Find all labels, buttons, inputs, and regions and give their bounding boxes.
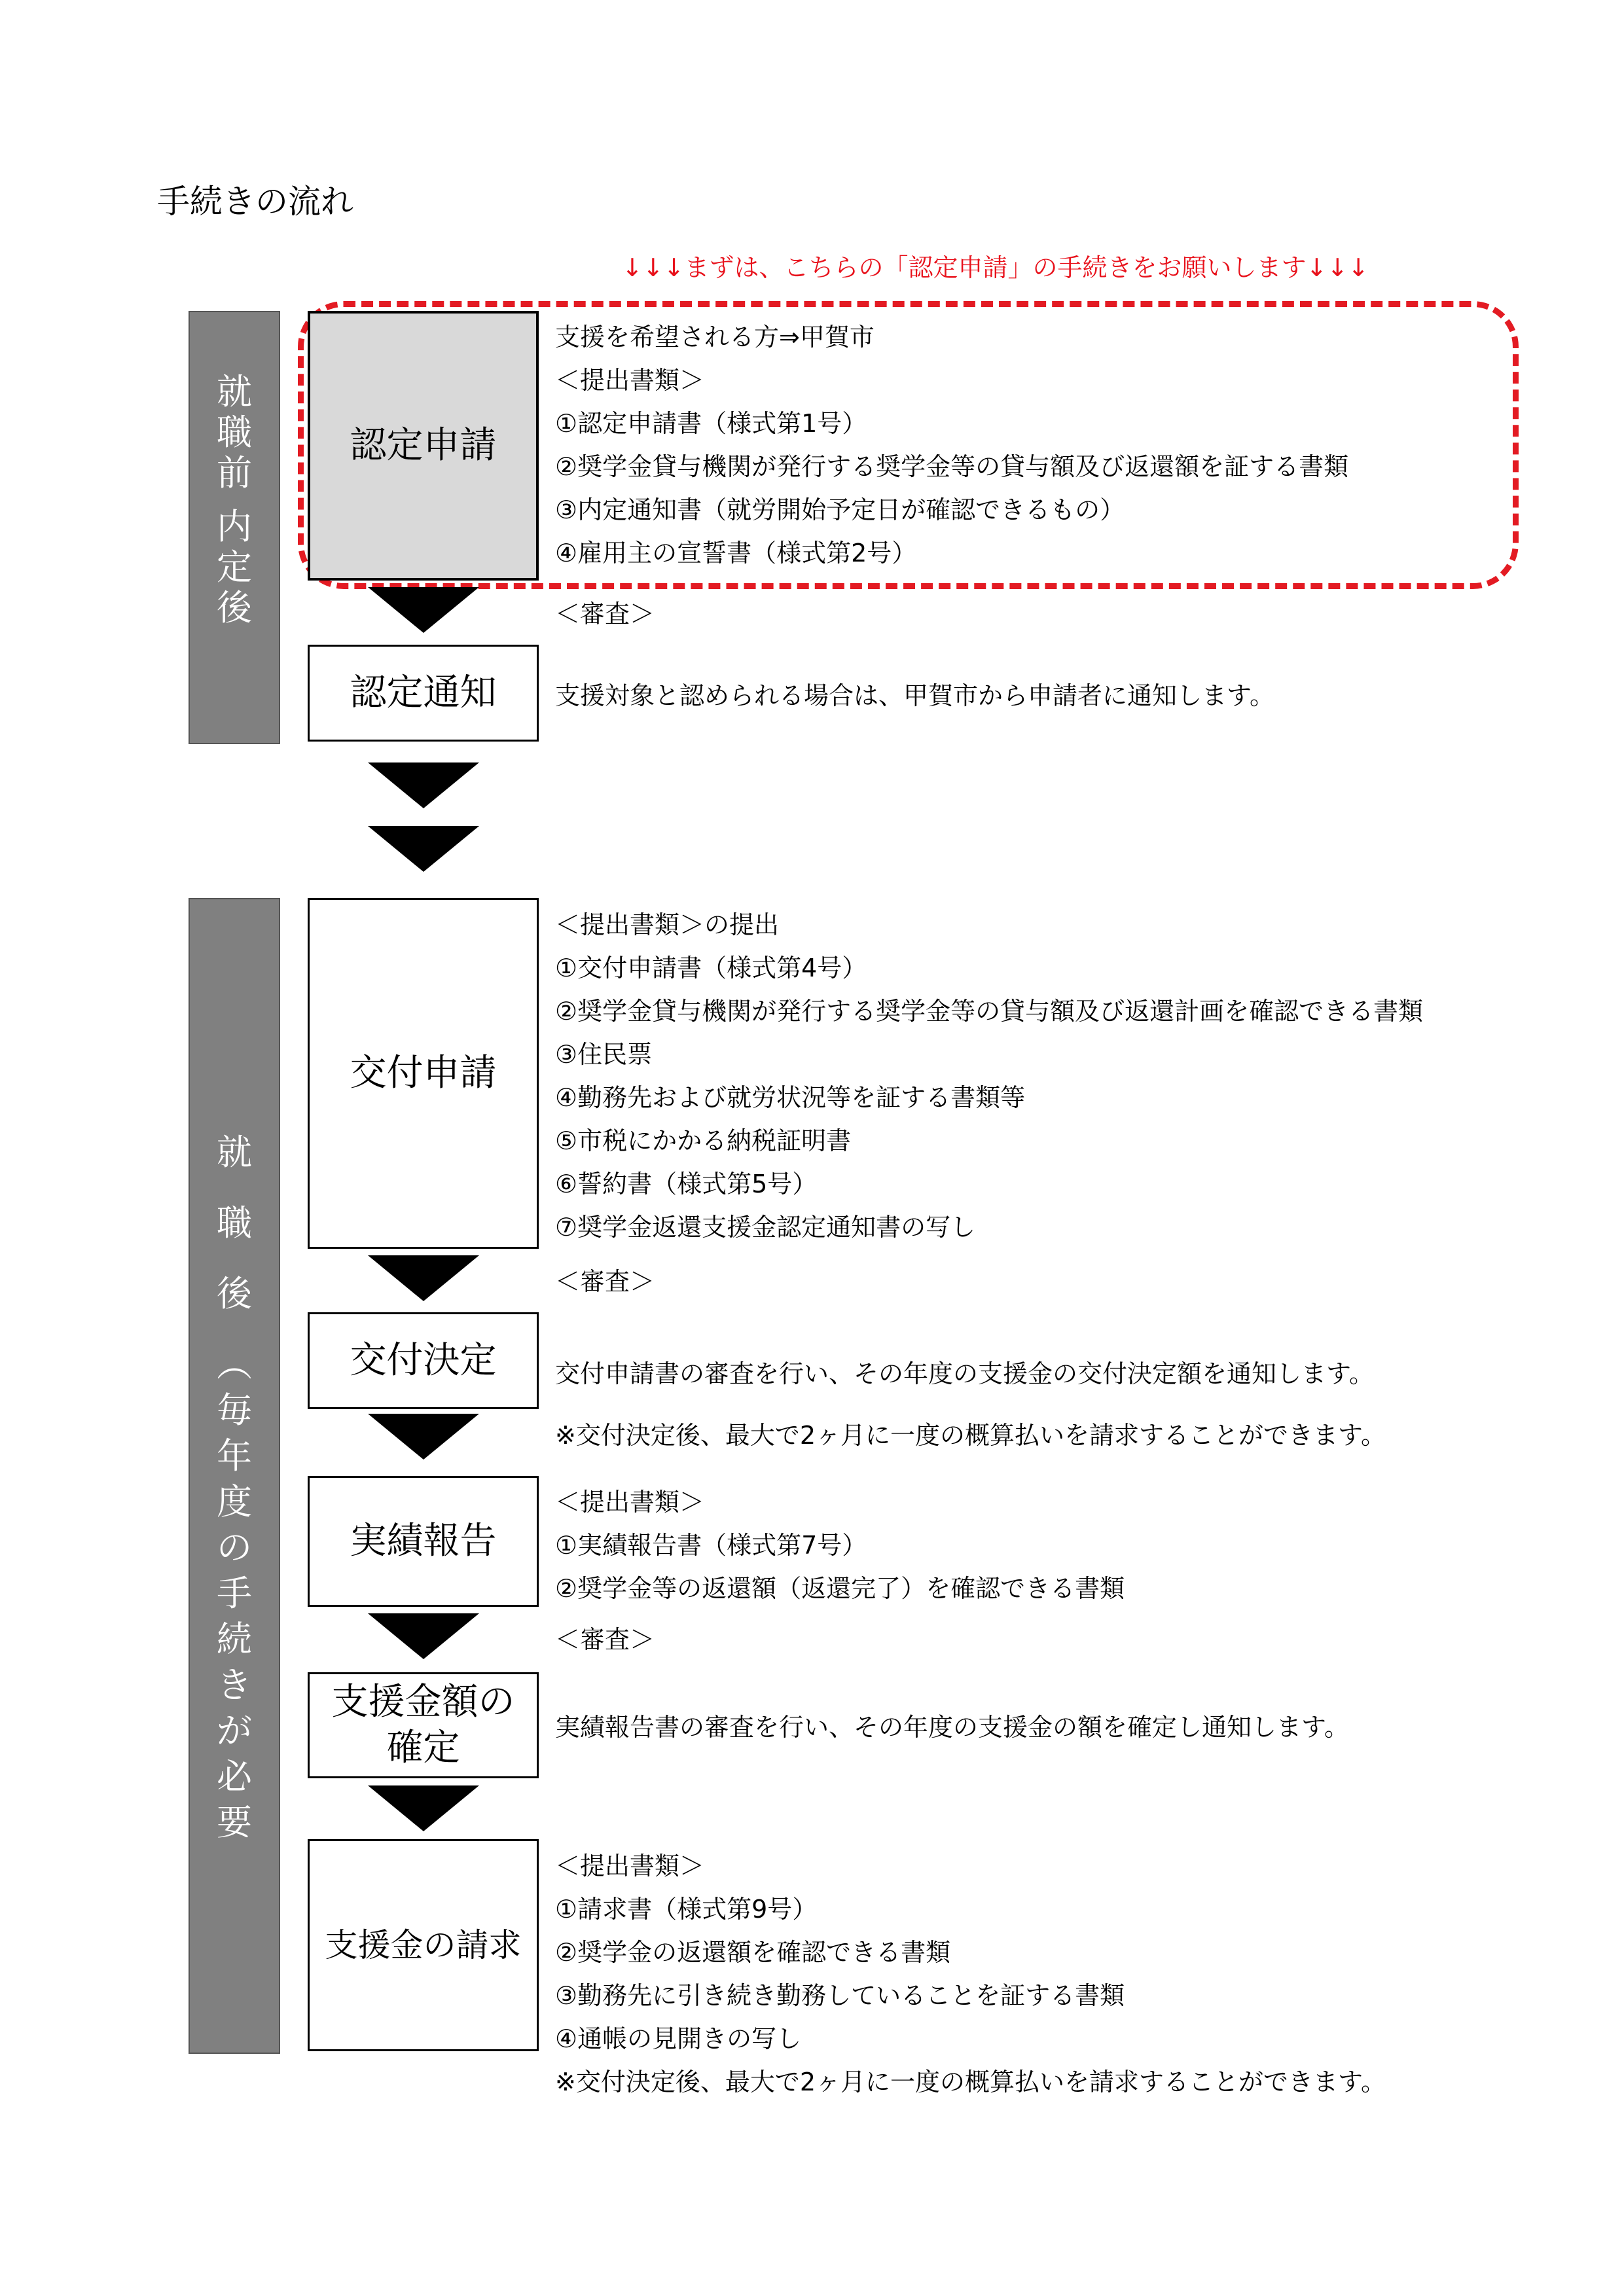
- step-box-kofu-shinsei: [308, 898, 539, 1249]
- desc-line: ＜提出書類＞: [555, 1852, 705, 1880]
- desc-line: ⑤市税にかかる納税証明書: [555, 1126, 852, 1155]
- desc-line: ※交付決定後、最大で2ヶ月に一度の概算払いを請求することができます。: [555, 2068, 1386, 2096]
- desc-line: ②奨学金貸与機関が発行する奨学金等の貸与額及び返還額を証する書類: [555, 452, 1349, 481]
- flow-arrow: [368, 1414, 479, 1460]
- step-desc-nintei-shinsei: [555, 315, 1348, 575]
- desc-line: ①請求書（様式第9号）: [555, 1895, 818, 1924]
- desc-line: ③住民票: [555, 1040, 653, 1069]
- flow-arrow: [368, 1785, 479, 1831]
- desc-line: 交付申請書の審査を行い、その年度の支援金の交付決定額を通知します。: [555, 1359, 1374, 1388]
- review-label: ＜審査＞: [555, 1267, 655, 1296]
- step-box-kofu-kettei: [308, 1312, 539, 1409]
- desc-line: ②奨学金等の返還額（返還完了）を確認できる書類: [555, 1574, 1125, 1603]
- step-label-kofu-shinsei: 交付申請: [350, 1052, 497, 1094]
- phase-label-before: 就 職 前 内 定 後: [217, 371, 252, 628]
- desc-line: ①認定申請書（様式第1号）: [555, 409, 867, 438]
- step-box-kakutei: [308, 1672, 539, 1778]
- desc-line: ⑥誓約書（様式第5号）: [555, 1170, 818, 1198]
- desc-line: ①交付申請書（様式第4号）: [555, 954, 867, 982]
- step-desc-kakutei: [555, 1706, 1349, 1749]
- desc-line: ①実績報告書（様式第7号）: [555, 1531, 867, 1560]
- flow-arrow: [368, 826, 479, 872]
- desc-line: ④勤務先および就労状況等を証する書類等: [555, 1083, 1026, 1112]
- step-label-jisseki-hokoku: 実績報告: [350, 1520, 497, 1562]
- desc-line: ④通帳の見開きの写し: [555, 2024, 802, 2053]
- step-desc-kofu-kettei: [555, 1343, 1386, 1466]
- step-box-nintei-shinsei: [308, 311, 539, 581]
- notice-text: ↓↓↓まずは、こちらの「認定申請」の手続きをお願いします↓↓↓: [622, 253, 1369, 282]
- desc-line: ③勤務先に引き続き勤務していることを証する書類: [555, 1981, 1125, 2010]
- phase-bar-after: [189, 898, 280, 2054]
- step-desc-seikyu: [555, 1844, 1386, 2104]
- desc-line: ③内定通知書（就労開始予定日が確認できるもの）: [555, 495, 1125, 524]
- step-box-jisseki-hokoku: [308, 1476, 539, 1607]
- phase-label-after: 就 職 後 ︵ 毎 年 度 の 手 続 き が 必 要: [217, 1132, 252, 1843]
- desc-line: ⑦奨学金返還支援金認定通知書の写し: [555, 1213, 976, 1242]
- review-label: ＜審査＞: [555, 1625, 655, 1654]
- desc-line: ＜提出書類＞: [555, 366, 705, 395]
- desc-line: 支援を希望される方⇒甲賀市: [555, 323, 875, 351]
- flow-arrow: [368, 1255, 479, 1301]
- desc-line: ※交付決定後、最大で2ヶ月に一度の概算払いを請求することができます。: [555, 1421, 1386, 1450]
- step-desc-nintei-tsuchi: [555, 674, 1274, 717]
- step-label-seikyu: 支援金の請求: [325, 1926, 522, 1964]
- flow-arrow: [368, 762, 479, 808]
- step-box-seikyu: [308, 1839, 539, 2051]
- flow-arrow: [368, 1613, 479, 1659]
- desc-line: 実績報告書の審査を行い、その年度の支援金の額を確定し通知します。: [555, 1713, 1349, 1742]
- step-desc-jisseki-hokoku: [555, 1480, 1125, 1610]
- flow-arrow: [368, 587, 479, 633]
- step-desc-kofu-shinsei: [555, 903, 1423, 1249]
- step-label-kakutei-line1: 支援金額の: [331, 1681, 515, 1723]
- desc-line: ②奨学金の返還額を確認できる書類: [555, 1938, 951, 1967]
- step-label-nintei-tsuchi: 認定通知: [350, 672, 497, 714]
- step-label-kofu-kettei: 交付決定: [350, 1339, 497, 1382]
- desc-line: 支援対象と認められる場合は、甲賀市から申請者に通知します。: [555, 681, 1274, 710]
- review-label: ＜審査＞: [555, 600, 655, 628]
- desc-line: ＜提出書類＞: [555, 1488, 705, 1516]
- desc-line: ②奨学金貸与機関が発行する奨学金等の貸与額及び返還計画を確認できる書類: [555, 997, 1424, 1026]
- step-box-nintei-tsuchi: [308, 645, 539, 742]
- step-label-kakutei-line2: 確定: [386, 1727, 460, 1769]
- desc-line: ＜提出書類＞の提出: [555, 910, 780, 939]
- page-title: 手続きの流れ: [157, 183, 353, 221]
- step-label-nintei-shinsei: 認定申請: [350, 424, 497, 467]
- phase-bar-before: [189, 311, 280, 744]
- desc-line: ④雇用主の宣誓書（様式第2号）: [555, 539, 917, 567]
